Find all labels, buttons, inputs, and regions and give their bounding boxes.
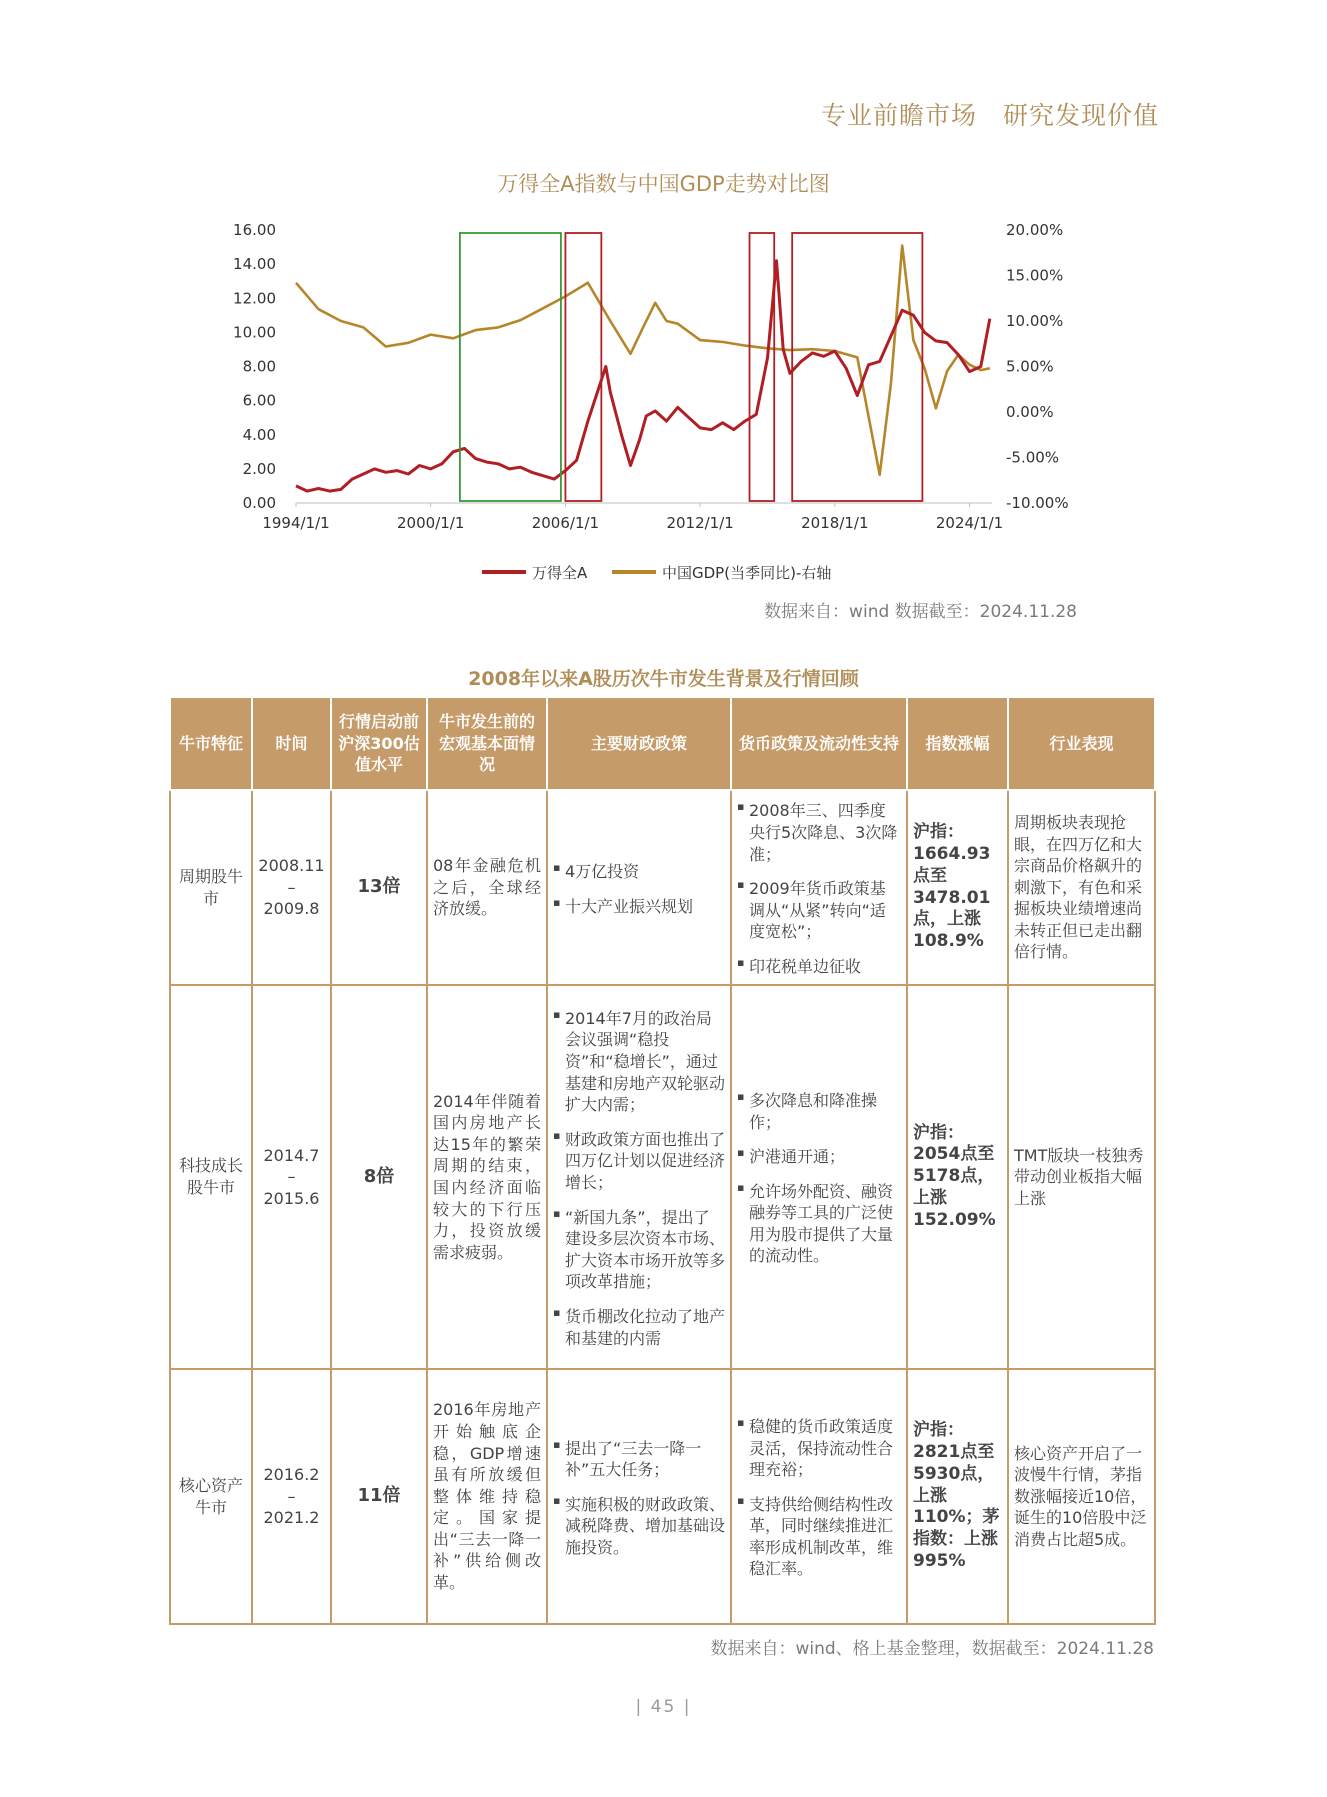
row-fiscal xyxy=(547,790,731,985)
table-title: 2008年以来A股历次牛市发生背景及行情回顾 xyxy=(468,668,859,690)
row-industry: TMT版块一枝独秀带动创业板指大幅上涨 xyxy=(1008,985,1155,1369)
row-macro: 08年金融危机之后，全球经济放缓。 xyxy=(427,790,547,985)
x-tick-label: 2018/1/1 xyxy=(801,514,869,532)
y-left-tick-label: 0.00 xyxy=(242,494,276,512)
y-right-tick-label: -10.00% xyxy=(1006,494,1069,512)
highlight-box xyxy=(565,233,601,501)
list-item: ▪ 多次降息和降准操作； xyxy=(737,1090,901,1133)
wind-a-series-line xyxy=(296,261,990,491)
highlight-box xyxy=(460,233,561,501)
row-monetary xyxy=(731,790,907,985)
row-gain: 沪指：2821点至5930点，上涨110%；茅指数：上涨995% xyxy=(907,1369,1008,1624)
gdp-vs-wind-a-chart xyxy=(0,0,1327,640)
header-gain: 指数涨幅 xyxy=(907,698,1008,790)
time-start: 2008.11 xyxy=(258,856,325,876)
gdp-series-line xyxy=(296,246,990,475)
y-left-tick-label: 8.00 xyxy=(242,357,276,376)
header-industry: 行业表现 xyxy=(1008,698,1155,790)
table-row xyxy=(170,985,1155,1369)
row-gain: 沪指：2054点至5178点，上涨152.09% xyxy=(907,985,1008,1369)
list-item: ▪ 货币棚改化拉动了地产和基建的内需 xyxy=(553,1306,725,1349)
x-tick-label: 1994/1/1 xyxy=(262,514,330,532)
time-end: 2015.6 xyxy=(263,1188,320,1208)
list-item: ▪ 稳健的货币政策适度灵活，保持流动性合理充裕； xyxy=(737,1416,901,1481)
y-left-tick-label: 10.00 xyxy=(233,323,276,342)
list-item: ▪ 财政政策方面也推出了四万亿计划以促进经济增长； xyxy=(553,1129,725,1194)
list-item: ▪ 沪港通开通； xyxy=(737,1146,901,1168)
row-macro: 2014年伴随着国内房地产长达15年的繁荣周期的结束，国内经济面临较大的下行压力，投资放缓需求疲弱。 xyxy=(427,985,547,1369)
list-item: ▪ 提出了“三去一降一补”五大任务； xyxy=(553,1438,725,1481)
header-valuation: 行情启动前沪深300估值水平 xyxy=(331,698,427,790)
row-valuation: 13倍 xyxy=(331,790,427,985)
list-item: ▪ 支持供给侧结构性改革，同时继续推进汇率形成机制改革，维稳汇率。 xyxy=(737,1494,901,1580)
row-name: 核心资产牛市 xyxy=(170,1369,252,1624)
list-item: ▪ 十大产业振兴规划 xyxy=(553,896,725,918)
list-item: ▪ 2008年三、四季度央行5次降息、3次降准； xyxy=(737,800,901,865)
header-fiscal: 主要财政政策 xyxy=(547,698,731,790)
y-right-tick-label: 0.00% xyxy=(1006,403,1054,421)
list-item: ▪ 实施积极的财政政策、减税降费、增加基础设施投资。 xyxy=(553,1494,725,1559)
header-monetary: 货币政策及流动性支持 xyxy=(731,698,907,790)
table-row xyxy=(170,1369,1155,1624)
list-item: ▪ 4万亿投资 xyxy=(553,861,725,883)
header-feature: 牛市特征 xyxy=(170,698,252,790)
row-name: 周期股牛市 xyxy=(170,790,252,985)
time-end: 2009.8 xyxy=(263,899,320,919)
time-dash: – xyxy=(287,1167,296,1187)
row-name: 科技成长股牛市 xyxy=(170,985,252,1369)
row-time xyxy=(252,985,331,1369)
y-right-tick-label: -5.00% xyxy=(1006,448,1060,467)
row-monetary xyxy=(731,1369,907,1624)
y-right-tick-label: 5.00% xyxy=(1006,357,1054,376)
list-item: ▪ “新国九条”，提出了建设多层次资本市场、扩大资本市场开放等多项改革措施； xyxy=(553,1207,725,1293)
list-item: ▪ 印花税单边征收 xyxy=(737,956,901,978)
row-time xyxy=(252,1369,331,1624)
row-gain: 沪指：1664.93点至3478.01点，上涨108.9% xyxy=(907,790,1008,985)
header-slogan: 专业前瞻市场 研究发现价值 xyxy=(820,101,1159,130)
x-tick-label: 2012/1/1 xyxy=(666,514,734,532)
row-time xyxy=(252,790,331,985)
header-macro: 牛市发生前的宏观基本面情况 xyxy=(427,698,547,790)
time-dash: – xyxy=(287,877,296,897)
row-monetary xyxy=(731,985,907,1369)
time-end: 2021.2 xyxy=(263,1508,320,1528)
x-tick-label: 2006/1/1 xyxy=(531,514,600,532)
x-tick-label: 2024/1/1 xyxy=(935,514,1004,532)
legend-label-gdp: 中国GDP(当季同比)-右轴 xyxy=(662,564,832,582)
table-header-row xyxy=(170,698,1155,790)
table-row xyxy=(170,790,1155,985)
row-macro: 2016年房地产开始触底企稳，GDP增速虽有所放缓但整体维持稳定。国家提出“三去一降一补”供给侧改革。 xyxy=(427,1369,547,1624)
time-dash: – xyxy=(287,1486,296,1506)
x-tick-label: 2000/1/1 xyxy=(397,514,465,532)
row-industry: 周期板块表现抢眼，在四万亿和大宗商品价格飙升的刺激下，有色和采掘板块业绩增速尚未转正但已走出翻倍行情。 xyxy=(1008,790,1155,985)
row-industry: 核心资产开启了一波慢牛行情，茅指数涨幅接近10倍，诞生的10倍股中泛消费占比超5成。 xyxy=(1008,1369,1155,1624)
table-source-note: 数据来自：wind、格上基金整理，数据截至：2024.11.28 xyxy=(710,1639,1154,1659)
bull-market-table xyxy=(169,698,1156,1625)
y-left-tick-label: 12.00 xyxy=(233,289,276,308)
y-right-tick-label: 20.00% xyxy=(1006,221,1064,239)
y-left-tick-label: 14.00 xyxy=(233,255,276,274)
list-item: ▪ 2014年7月的政治局会议强调“稳投资”和“稳增长”，通过基建和房地产双轮驱动扩大内需； xyxy=(553,1008,725,1116)
legend-label-wind-a: 万得全A xyxy=(532,564,588,582)
y-left-tick-label: 4.00 xyxy=(242,425,276,444)
y-left-tick-label: 2.00 xyxy=(242,459,276,478)
time-start: 2016.2 xyxy=(263,1465,320,1485)
list-item: ▪ 2009年货币政策基调从“从紧”转向“适度宽松”； xyxy=(737,878,901,943)
y-left-tick-label: 6.00 xyxy=(242,391,276,410)
highlight-box xyxy=(792,233,922,501)
y-right-tick-label: 10.00% xyxy=(1006,312,1064,330)
list-item: ▪ 允许场外配资、融资融券等工具的广泛使用为股市提供了大量的流动性。 xyxy=(737,1181,901,1267)
row-valuation: 8倍 xyxy=(331,985,427,1369)
y-left-tick-label: 16.00 xyxy=(233,221,276,239)
y-right-tick-label: 15.00% xyxy=(1006,266,1064,285)
row-fiscal xyxy=(547,1369,731,1624)
chart-title: 万得全A指数与中国GDP走势对比图 xyxy=(497,172,830,196)
chart-source-note: 数据来自：wind 数据截至：2024.11.28 xyxy=(764,602,1077,622)
time-start: 2014.7 xyxy=(263,1145,320,1165)
row-fiscal xyxy=(547,985,731,1369)
header-time: 时间 xyxy=(252,698,331,790)
page-number: | 45 | xyxy=(635,1697,692,1717)
row-valuation: 11倍 xyxy=(331,1369,427,1624)
highlight-box xyxy=(750,233,775,501)
